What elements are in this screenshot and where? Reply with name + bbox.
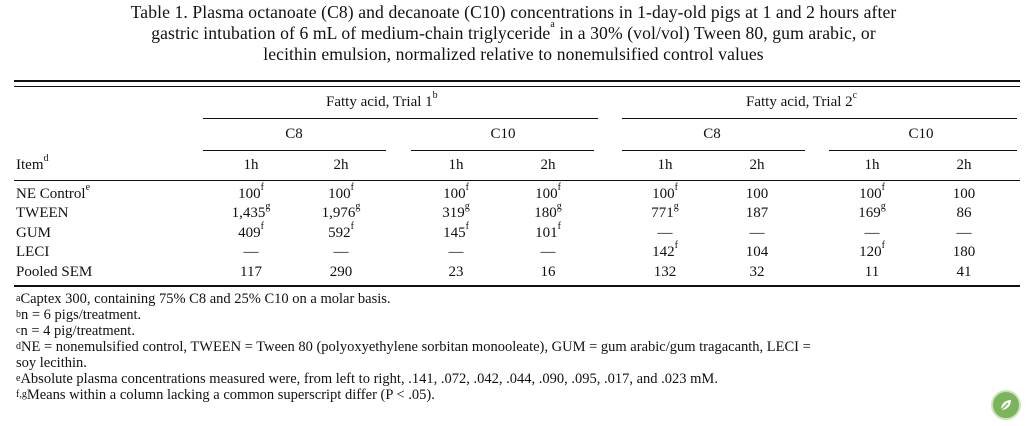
col-t1-c10-1h: 1h <box>448 157 464 173</box>
footnote-mark: e <box>16 373 21 384</box>
table-cell <box>328 182 354 203</box>
cell-superscript: g <box>880 201 886 212</box>
trial-1-rule <box>203 118 598 119</box>
cell-superscript: f <box>465 182 469 193</box>
table-cell <box>746 186 769 203</box>
caption-line-2-b: in a 30% (vol/vol) Tween 80, gum arabic, or <box>554 23 876 43</box>
table-cell <box>957 264 972 281</box>
header-bottom-rule <box>14 180 1020 181</box>
cell-value: — <box>864 225 880 241</box>
caption-line-2-a: gastric intubation of 6 mL of medium-chain triglyceride <box>151 23 551 43</box>
table-cell <box>534 201 562 222</box>
cell-value: 32 <box>749 264 765 280</box>
table-cell <box>330 264 353 281</box>
cell-value: 100 <box>859 186 882 202</box>
row-label-text: Pooled SEM <box>16 264 93 280</box>
cell-value: 142 <box>652 244 675 260</box>
table-cell <box>244 244 259 261</box>
table-cell <box>652 240 678 261</box>
table-cell <box>238 182 264 203</box>
cell-superscript: g <box>265 201 271 212</box>
table-top-rule <box>14 80 1020 82</box>
table-cell <box>541 264 556 281</box>
table-cell <box>953 186 976 203</box>
footnote <box>16 355 1016 371</box>
trial-1-c8-rule <box>203 150 386 151</box>
cell-value: 187 <box>745 205 769 221</box>
cell-superscript: g <box>464 201 470 212</box>
trial-2-label: Fatty acid, Trial 2 <box>746 94 853 110</box>
cell-superscript: f <box>674 240 678 251</box>
cell-value: 104 <box>745 244 769 260</box>
col-t2-c8-1h: 1h <box>657 157 673 173</box>
trial-1-label: Fatty acid, Trial 1 <box>326 94 433 110</box>
item-heading-mark: d <box>43 153 49 164</box>
trial-2-rule <box>622 118 1017 119</box>
cell-superscript: g <box>556 201 562 212</box>
row-label <box>16 264 92 281</box>
trial-2-mark: c <box>852 90 858 101</box>
cell-value: 100 <box>443 186 466 202</box>
table-cell <box>442 201 470 222</box>
cell-value: 100 <box>535 186 558 202</box>
cell-value: 117 <box>240 264 262 280</box>
trial-1-mark: b <box>432 90 438 101</box>
footnote <box>16 371 1016 387</box>
cell-value: — <box>657 225 673 241</box>
cell-value: 180 <box>952 244 976 260</box>
leaf-badge-icon[interactable] <box>991 390 1021 420</box>
cell-value: 100 <box>652 186 675 202</box>
row-label-text: NE Control <box>16 186 86 202</box>
table-cell <box>865 264 879 281</box>
table-cell <box>957 205 972 222</box>
table-cell <box>651 201 679 222</box>
cell-value: 592 <box>328 225 351 241</box>
table-cell <box>859 240 885 261</box>
row-label-text: TWEEN <box>16 205 69 221</box>
col-t2-c10-1h: 1h <box>864 157 880 173</box>
cell-superscript: f <box>350 182 354 193</box>
cell-value: 319 <box>442 205 465 221</box>
item-column-heading <box>16 153 49 174</box>
footnote-text: NE = nonemulsified control, TWEEN = Tween 80 (polyoxyethylene sorbitan monooleate), GUM = gum arabic/gum tragacanth, LECI = <box>21 339 811 355</box>
footnote <box>16 387 1016 403</box>
table-cell <box>750 264 765 281</box>
table-cell <box>858 201 886 222</box>
col-t2-c10-2h: 2h <box>956 157 972 173</box>
caption-line-1: Table 1. Plasma octanoate (C8) and decanoate (C10) concentrations in 1-day-old pigs at 1 and 2 hours after <box>130 2 897 22</box>
table-top-rule-thin <box>14 86 1020 87</box>
col-t2-c8-2h: 2h <box>749 157 765 173</box>
table-cell <box>957 225 972 242</box>
footnote-text: n = 6 pigs/treatment. <box>21 307 142 323</box>
table-cell <box>231 201 271 222</box>
footnotes <box>16 291 1016 403</box>
footnote-mark: d <box>16 341 21 352</box>
cell-value: 145 <box>443 225 466 241</box>
table-caption <box>12 2 1015 65</box>
trial-2-c8-rule <box>622 150 805 151</box>
cell-superscript: f <box>881 240 885 251</box>
col-t1-c8-2h: 2h <box>333 157 349 173</box>
cell-superscript: f <box>557 221 561 232</box>
cell-value: 409 <box>238 225 261 241</box>
table-cell <box>449 244 464 261</box>
cell-value: 101 <box>535 225 558 241</box>
footnote-text: Absolute plasma concentrations measured were, from left to right, .141, .072, .042, .044, .090, .095, .017, and .023 mM. <box>20 371 718 387</box>
cell-superscript: f <box>260 182 264 193</box>
table-cell <box>750 225 765 242</box>
col-t1-c8-1h: 1h <box>243 157 259 173</box>
row-label <box>16 182 91 203</box>
table-cell <box>238 221 264 242</box>
cell-value: 120 <box>859 244 882 260</box>
table-cell <box>443 221 469 242</box>
trial-1-heading <box>326 90 438 111</box>
footnote <box>16 339 1016 355</box>
table-cell <box>953 244 976 261</box>
cell-value: 100 <box>745 186 769 202</box>
cell-value: 290 <box>329 264 353 280</box>
footnote-text: n = 4 pig/treatment. <box>20 323 135 339</box>
cell-value: 771 <box>651 205 674 221</box>
cell-superscript: g <box>673 201 679 212</box>
cell-value: — <box>448 244 464 260</box>
trial-2-heading <box>746 90 858 111</box>
footnote <box>16 323 1016 339</box>
cell-value: — <box>749 225 765 241</box>
row-label <box>16 225 51 242</box>
cell-superscript: f <box>674 182 678 193</box>
col-t1-c10-2h: 2h <box>540 157 556 173</box>
cell-value: 23 <box>448 264 464 280</box>
table-cell <box>535 221 561 242</box>
table-bottom-rule <box>14 285 1020 287</box>
cell-value: — <box>956 225 972 241</box>
table-cell <box>541 244 556 261</box>
cell-value: 132 <box>653 264 677 280</box>
cell-value: — <box>540 244 556 260</box>
footnote-mark: f,g <box>16 389 27 400</box>
cell-superscript: g <box>355 201 361 212</box>
cell-value: — <box>243 244 259 260</box>
leaf-icon <box>998 397 1014 413</box>
caption-footnote-mark: a <box>550 19 555 30</box>
footnote-text: Captex 300, containing 75% C8 and 25% C10 on a molar basis. <box>20 291 391 307</box>
cell-value: — <box>333 244 349 260</box>
cell-superscript: f <box>881 182 885 193</box>
cell-value: 1,435 <box>231 205 266 221</box>
table-cell <box>334 244 349 261</box>
cell-value: 180 <box>534 205 557 221</box>
footnote-mark: c <box>16 325 21 336</box>
row-label-text: LECI <box>16 244 50 260</box>
cell-superscript: f <box>557 182 561 193</box>
cell-superscript: f <box>465 221 469 232</box>
trial-1-c10-heading: C10 <box>490 126 516 142</box>
footnote-mark: a <box>16 293 21 304</box>
row-label <box>16 205 68 222</box>
trial-1-c10-rule <box>411 150 594 151</box>
item-heading-label: Item <box>16 157 44 173</box>
trial-2-c10-rule <box>829 150 1017 151</box>
row-label-text: GUM <box>16 225 52 241</box>
table-cell <box>328 221 354 242</box>
cell-value: 100 <box>328 186 351 202</box>
table-cell <box>746 205 769 222</box>
cell-value: 100 <box>238 186 261 202</box>
cell-superscript: f <box>260 221 264 232</box>
table-cell <box>658 225 673 242</box>
table-cell <box>654 264 677 281</box>
footnote-mark: b <box>16 309 21 320</box>
cell-value: 1,976 <box>321 205 356 221</box>
footnote <box>16 291 1016 307</box>
table-cell <box>746 244 769 261</box>
table-cell <box>321 201 361 222</box>
caption-line-2 <box>12 19 1015 44</box>
cell-superscript: f <box>350 221 354 232</box>
footnote-text: soy lecithin. <box>16 355 87 371</box>
trial-1-c8-heading: C8 <box>285 126 303 142</box>
cell-value: 41 <box>956 264 972 280</box>
trial-2-c8-heading: C8 <box>703 126 721 142</box>
cell-value: 11 <box>864 264 880 280</box>
caption-line-3: lecithin emulsion, normalized relative to nonemulsified control values <box>263 44 764 64</box>
cell-value: 86 <box>956 205 972 221</box>
row-label-mark: e <box>85 182 91 193</box>
cell-value: 169 <box>858 205 881 221</box>
footnote <box>16 307 1016 323</box>
trial-2-c10-heading: C10 <box>908 126 934 142</box>
cell-value: 100 <box>952 186 976 202</box>
table-cell <box>449 264 464 281</box>
table-cell <box>865 225 880 242</box>
cell-value: 16 <box>540 264 556 280</box>
footnote-text: Means within a column lacking a common superscript differ (P < .05). <box>26 387 435 403</box>
table-cell <box>240 264 262 281</box>
row-label <box>16 244 49 261</box>
